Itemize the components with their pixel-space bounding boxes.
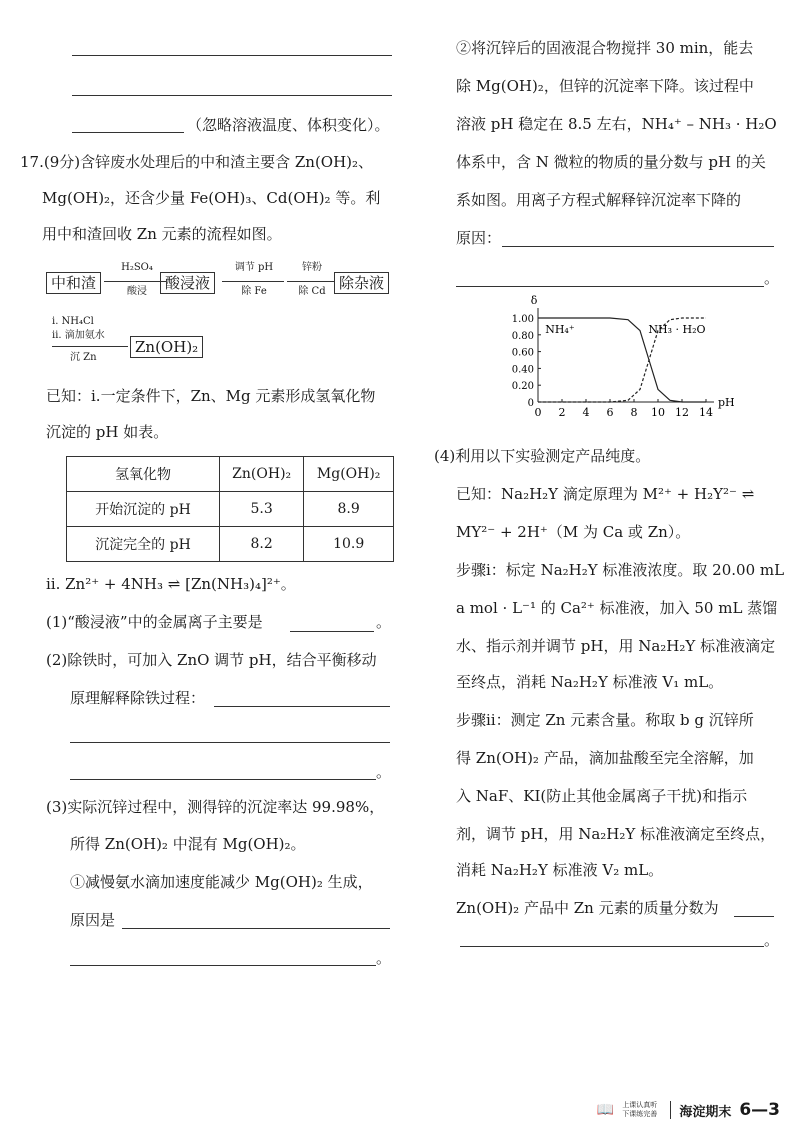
- x-axis-label: pH: [718, 396, 735, 409]
- x-tick-label: 0: [534, 406, 542, 419]
- table-row: [67, 492, 394, 527]
- flow-arrow-label: 酸浸: [127, 286, 147, 297]
- flow-box-neutralization-slag: 中和渣: [46, 272, 101, 294]
- footer-tag: 上课认真听 下课练完善: [622, 1101, 658, 1118]
- flow-arrow-label: 沉 Zn: [70, 352, 97, 363]
- answer-line[interactable]: [122, 928, 390, 929]
- answer-line[interactable]: [460, 946, 764, 947]
- answer-line[interactable]: [734, 916, 774, 917]
- table-cell: 沉淀完全的 pH: [67, 527, 220, 562]
- y-tick-label: 0.40: [511, 364, 534, 376]
- table-cell: 5.3: [220, 492, 304, 527]
- legend-label-ammonium: NH₄⁺: [545, 323, 575, 337]
- question-17-text: 用中和渣回收 Zn 元素的流程如图。: [42, 225, 282, 243]
- period: 。: [376, 763, 392, 781]
- period: 。: [376, 949, 392, 967]
- question-4-known: 已知：Na₂H₂Y 滴定原理为 M²⁺ + H₂Y²⁻ ⇌: [456, 485, 755, 503]
- answer-line[interactable]: [290, 631, 374, 632]
- period: 。: [764, 269, 780, 287]
- question-4-step-1: 步骤ⅰ：标定 Na₂H₂Y 标准液浓度。取 20.00 mL: [456, 561, 785, 579]
- table-cell: 8.9: [304, 492, 394, 527]
- table-header: Zn(OH)₂: [220, 457, 304, 492]
- y-axis-label: δ: [530, 294, 538, 307]
- known-condition-1: 沉淀的 pH 如表。: [46, 423, 169, 441]
- answer-line[interactable]: [70, 779, 376, 780]
- question-4-step-2: 得 Zn(OH)₂ 产品，滴加盐酸至完全溶解，加: [456, 749, 754, 767]
- question-4-answer-prompt: Zn(OH)₂ 产品中 Zn 元素的质量分数为: [456, 899, 719, 917]
- x-tick-label: 10: [651, 406, 665, 419]
- question-4-step-1: 至终点，消耗 Na₂H₂Y 标准液 V₁ mL。: [456, 673, 724, 691]
- flow-arrow-label: 调节 pH: [234, 262, 274, 273]
- answer-line[interactable]: [214, 706, 390, 707]
- book-icon: 📖: [596, 1102, 615, 1118]
- question-3-part-2: 体系中，含 N 微粒的物质的量分数与 pH 的关: [456, 153, 766, 171]
- fraction-vs-ph-chart: [490, 294, 735, 431]
- y-tick-label: 0.20: [511, 381, 534, 393]
- table-header-row: [67, 457, 394, 492]
- answer-line[interactable]: [502, 246, 774, 247]
- y-tick-label: 0.80: [511, 330, 534, 342]
- flow-arrow: [52, 346, 128, 347]
- blank-note: （忽略溶液温度、体积变化）。: [187, 116, 390, 134]
- page-number: 6—3: [739, 1100, 780, 1120]
- question-3-part-2: 除 Mg(OH)₂，但锌的沉淀率下降。该过程中: [456, 77, 754, 95]
- question-17-text: 17.(9分)含锌废水处理后的中和渣主要含 Zn(OH)₂、: [20, 153, 374, 171]
- question-4: (4)利用以下实验测定产品纯度。: [434, 447, 651, 465]
- flow-arrow-label: 除 Cd: [298, 286, 326, 297]
- answer-line[interactable]: [456, 286, 764, 287]
- answer-line[interactable]: [70, 742, 390, 743]
- flow-arrow-label: H₂SO₄: [121, 262, 153, 273]
- period: 。: [764, 931, 780, 949]
- question-4-step-2: 剂，调节 pH，用 Na₂H₂Y 标准液滴定至终点，: [456, 825, 776, 843]
- x-tick-label: 12: [675, 406, 689, 419]
- question-3: (3)实际沉锌过程中，测得锌的沉淀率达 99.98%，: [46, 798, 385, 816]
- question-3-part-1: 原因是: [70, 911, 116, 929]
- question-3: 所得 Zn(OH)₂ 中混有 Mg(OH)₂。: [70, 835, 306, 853]
- period: 。: [376, 613, 392, 631]
- question-1: (1)“酸浸液”中的金属离子主要是: [46, 613, 263, 631]
- divider: [670, 1101, 671, 1119]
- question-4-step-1: a mol · L⁻¹ 的 Ca²⁺ 标准液，加入 50 mL 蒸馏: [456, 599, 778, 617]
- question-4-step-1: 水、指示剂并调节 pH，用 Na₂H₂Y 标准液滴定: [456, 637, 776, 655]
- question-3-part-2: ②将沉锌后的固液混合物搅拌 30 min，能去: [456, 39, 754, 57]
- x-tick-label: 4: [582, 406, 590, 419]
- question-2: 原理解释除铁过程：: [70, 689, 206, 707]
- table-cell: 开始沉淀的 pH: [67, 492, 220, 527]
- y-tick-label: 0: [527, 398, 534, 409]
- flow-box-purified-liquid: 除杂液: [334, 272, 389, 294]
- footer-brand: 海淀期末: [679, 1104, 732, 1120]
- question-17-text: Mg(OH)₂，还含少量 Fe(OH)₃、Cd(OH)₂ 等。利: [42, 189, 381, 207]
- answer-line[interactable]: [72, 132, 184, 133]
- x-tick-label: 2: [558, 406, 566, 419]
- question-4-step-2: 入 NaF、KI(防止其他金属离子干扰)和指示: [456, 787, 748, 805]
- flow-arrow-label: 锌粉: [302, 262, 322, 273]
- known-condition-2: ⅱ. Zn²⁺ + 4NH₃ ⇌ [Zn(NH₃)₄]²⁺。: [46, 575, 296, 593]
- x-tick-label: 14: [699, 406, 713, 419]
- y-tick-label: 0.60: [511, 347, 534, 359]
- x-tick-label: 6: [606, 406, 614, 419]
- ph-table: [66, 456, 394, 562]
- question-3-part-2: 溶液 pH 稳定在 8.5 左右，NH₄⁺ – NH₃ · H₂O: [456, 115, 777, 133]
- question-3-part-1: ①减慢氨水滴加速度能减少 Mg(OH)₂ 生成，: [70, 873, 373, 891]
- flow-box-zinc-hydroxide: Zn(OH)₂: [130, 336, 203, 358]
- legend-label-ammonia: NH₃ · H₂O: [648, 323, 706, 337]
- known-condition-1: 已知：ⅰ.一定条件下，Zn、Mg 元素形成氢氧化物: [46, 387, 376, 405]
- answer-line[interactable]: [72, 55, 392, 56]
- table-cell: 8.2: [220, 527, 304, 562]
- question-3-part-2: 系如图。用离子方程式解释锌沉淀率下降的: [456, 191, 742, 209]
- table-row: [67, 527, 394, 562]
- flow-arrow-label: ⅰ. NH₄Cl: [52, 316, 94, 327]
- table-cell: 10.9: [304, 527, 394, 562]
- flow-box-acid-leach-liquid: 酸浸液: [160, 272, 215, 294]
- question-4-step-2: 步骤ⅱ：测定 Zn 元素含量。称取 b g 沉锌所: [456, 711, 754, 729]
- table-header: Mg(OH)₂: [304, 457, 394, 492]
- page-footer: [597, 1100, 780, 1120]
- y-tick-label: 1.00: [511, 314, 534, 325]
- table-header: 氢氧化物: [67, 457, 220, 492]
- question-4-step-2: 消耗 Na₂H₂Y 标准液 V₂ mL。: [456, 861, 664, 879]
- answer-line[interactable]: [72, 95, 392, 96]
- flow-arrow-label: 除 Fe: [241, 286, 267, 297]
- question-3-part-2: 原因：: [456, 229, 502, 247]
- question-2: (2)除铁时，可加入 ZnO 调节 pH，结合平衡移动: [46, 651, 377, 669]
- x-tick-label: 8: [630, 406, 638, 419]
- question-4-known: MY²⁻ + 2H⁺（M 为 Ca 或 Zn）。: [456, 523, 691, 541]
- flow-arrow-label: ⅱ. 滴加氨水: [52, 330, 105, 341]
- answer-line[interactable]: [70, 965, 376, 966]
